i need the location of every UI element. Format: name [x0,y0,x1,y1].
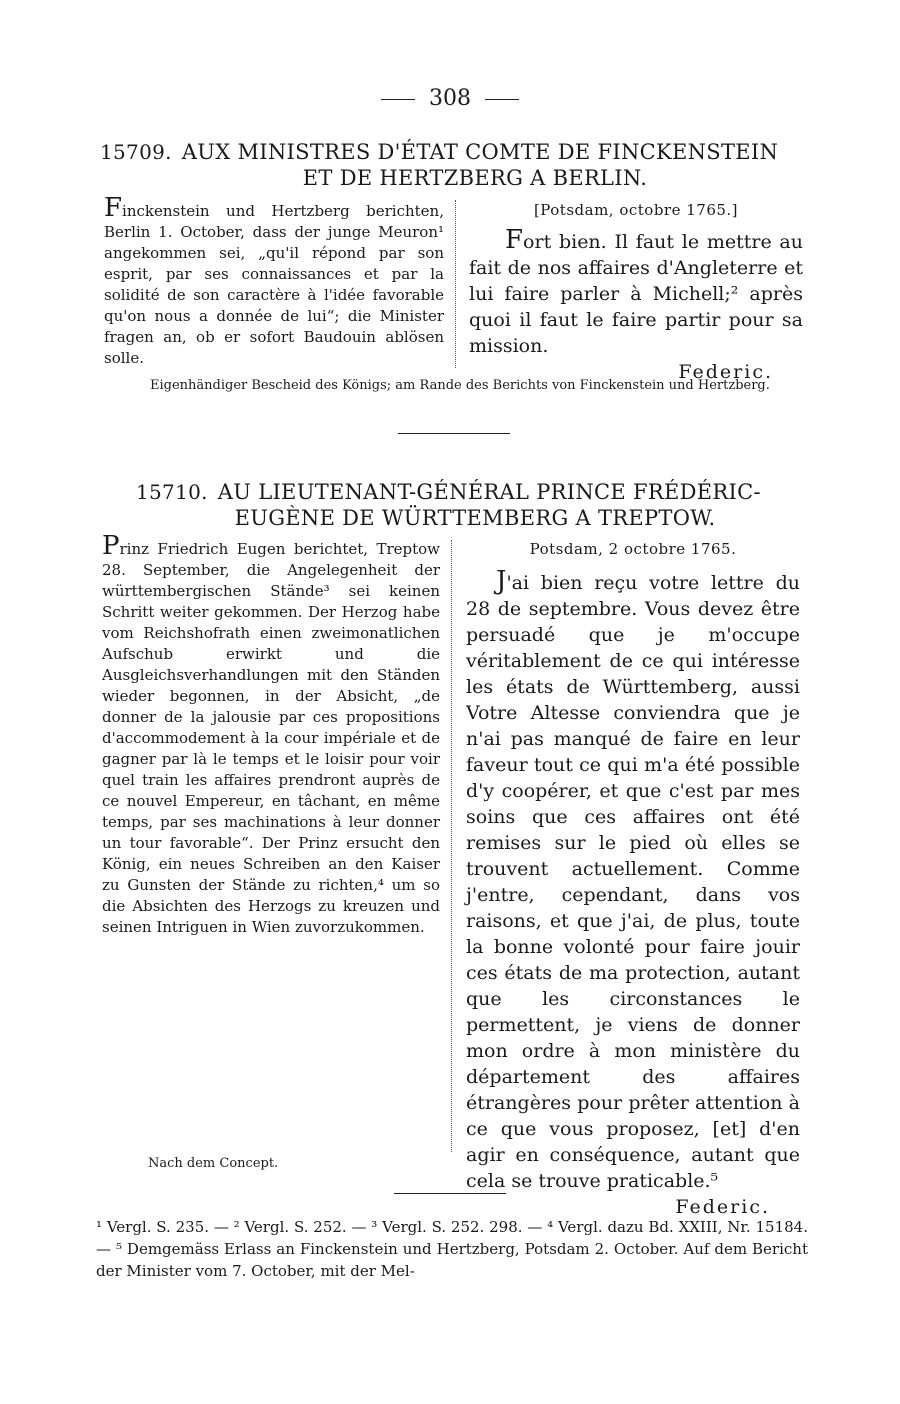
page-number-text: 308 [429,86,471,111]
letter-summary [104,193,444,369]
page-number-rule-left [381,99,415,100]
page-number [0,86,900,111]
letter-number: 15709. [100,140,172,164]
section-divider [398,433,510,434]
column-divider [455,200,456,368]
dateline: Potsdam, 2 octobre 1765. [529,540,737,558]
letter-title-line1: AUX MINISTRES D'ÉTAT COMTE DE FINCKENSTEIN [181,140,779,164]
summary-initial: P [102,531,120,561]
summary-text: rinz Friedrich Eugen berichtet, Treptow 28. September, die Angelegenheit der württembergischen Stände³ sei keinen Schritt weiter gekommen. Der Herzog habe vom Reichshofrath einen zweimonatlichen Aufschub erwirkt und die Ausgleichsverhandlungen mit den Ständen wieder begonnen, in der Absicht, „de donner de la jalousie par ces propositions d'accommodement à la cour impériale et de gagner par là le temps et le loisir pour voir quel train les affaires prendront auprès de ce nouvel Empereur, en tâchant, en même temps, par ses machinations à leur donner un tour favorable“. Der Prinz ersucht den König, ein neues Schreiben an den Kaiser zu Gunsten der Stände zu richten,⁴ um so die Absichten des Herzogs zu kreuzen und seinen Intriguen in Wien zuvorzukommen. [102,540,440,936]
summary-initial: F [104,193,123,223]
reply-body [469,227,803,359]
source-note: Eigenhändiger Bescheid des Königs; am Rande des Berichts von Finckenstein und Hertzberg. [150,378,770,393]
letter-summary [102,531,440,938]
letter-title-line2: ET DE HERTZBERG A BERLIN. [302,166,648,190]
dateline: [Potsdam, octobre 1765.] [533,201,739,219]
source-note: Nach dem Concept. [148,1156,279,1171]
page-number-rule-right [485,99,519,100]
letter-number: 15710. [136,480,208,504]
footnotes: ¹ Vergl. S. 235. — ² Vergl. S. 252. — ³ Vergl. S. 252. 298. — ⁴ Vergl. dazu Bd. XXIII, Nr. 15184. — ⁵ Demgemäss Erlass an Finckenstein und Hertzberg, Potsdam 2. October. Auf dem Bericht der Minister vom 7. October, mit der Mel- [96,1218,808,1280]
summary-text: inckenstein und Hertzberg berichten, Berlin 1. October, dass der junge Meuron¹ angekommen sei, „qu'il répond par son esprit, par ses connaissances et par la solidité de son caractère à l'idée favorable qu'on nous a donnée de lui“; die Minister fragen an, ob er sofort Baudouin ablösen solle. [104,202,444,367]
footnote-divider [394,1193,506,1194]
letter-reply [469,197,803,385]
body-text: 'ai bien reçu votre lettre du 28 de septembre. Vous devez être persuadé que je m'occupe véritablement de ce qui intéresse les états de Württemberg, aussi Votre Altesse conviendra que je n'ai pas manqué de faire en leur faveur tout ce qui m'a été possible d'y coopérer, et que c'est par mes soins que ces affaires ont été remises sur le pied où elles se trouvent actuellement. Comme j'entre, cependant, dans vos raisons, et que j'ai, de plus, toute la bonne volonté pour faire jouir ces états de ma protection, autant que les circonstances le permettent, je viens de donner mon ordre à mon ministère du département des affaires étrangères pour prêter attention à ce que vous proposez, [et] d'en agir en conséquence, autant que cela se trouve praticable.⁵ [466,572,800,1192]
letter-heading [100,139,810,191]
letter-reply [466,536,800,1220]
letter-title-line1: AU LIEUTENANT-GÉNÉRAL PRINCE FRÉDÉRIC- [217,480,761,504]
column-divider [451,540,452,1152]
body-text: ort bien. Il faut le mettre au fait de nos affaires d'Angleterre et lui faire parler à Michell;² après quoi il faut le faire partir pour sa mission. [469,231,803,357]
letter-title-line2: EUGÈNE DE WÜRTTEMBERG A TREPTOW. [234,506,716,530]
signature: Federic. [678,361,773,383]
signature: Federic. [675,1196,770,1218]
body-initial: F [505,225,524,255]
letter-heading [100,479,810,531]
body-initial: J [496,566,507,596]
reply-body [466,568,800,1194]
